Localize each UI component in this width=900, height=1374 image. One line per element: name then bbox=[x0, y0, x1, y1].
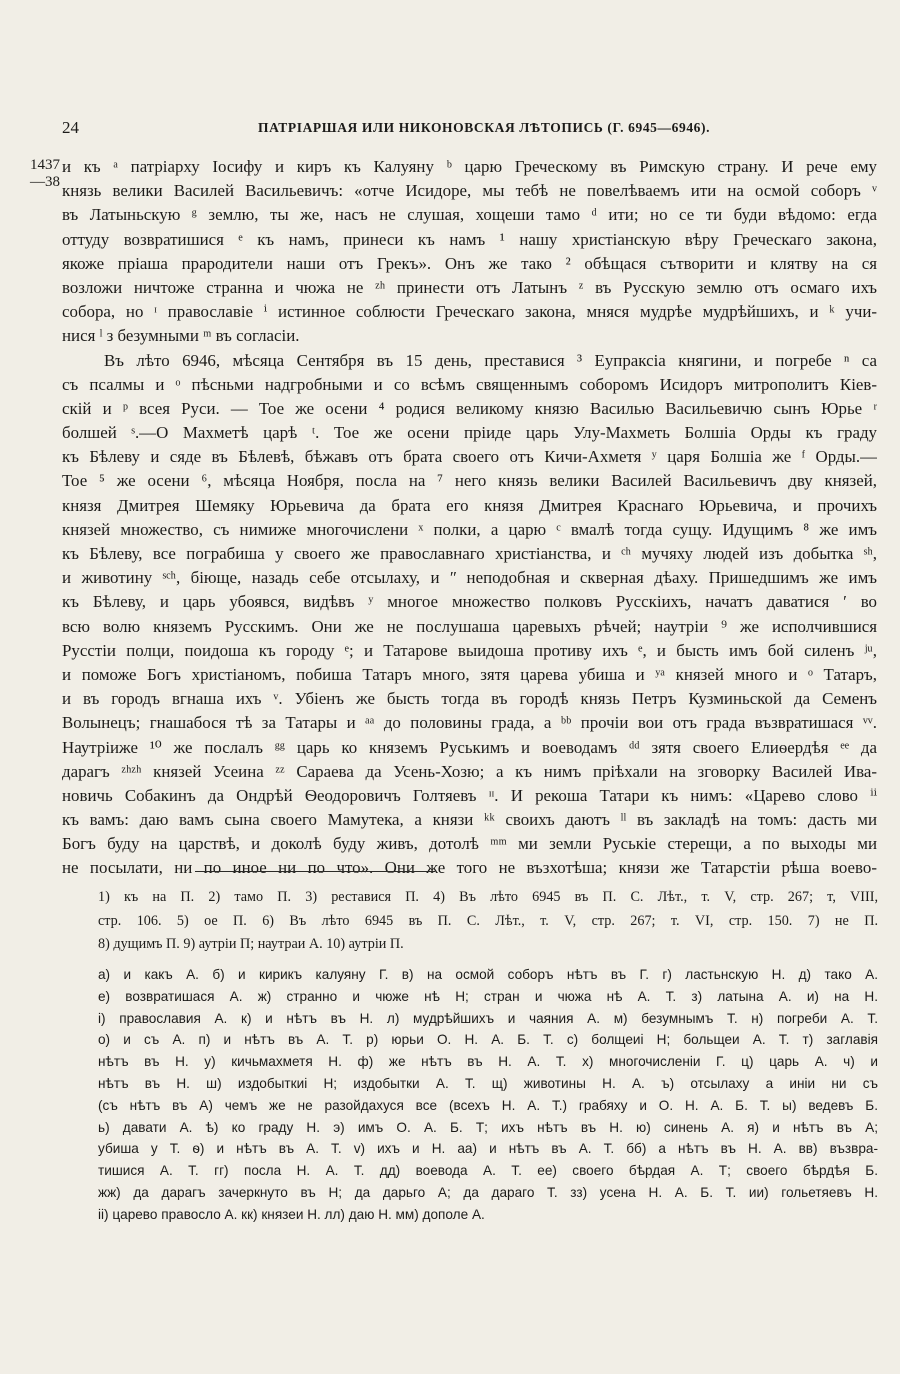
text-line: Въ лѣто 6946, мѣсяца Сентября въ 15 день, преставися ³ Еупраксіа княгини, и погребе ⁿ са bbox=[104, 350, 877, 370]
text-line: всю волю княземъ Русскимъ. Они же не послушаша царевыхъ рѣчей; наутріи ⁹ же исполчившися bbox=[62, 616, 877, 636]
text-line: новичь Собакинъ да Ондрѣй Ѳеодоровичъ Голтяевъ ᶦᶦ. И рекоша Татари къ нимъ: «Царево слово ⁱⁱ bbox=[62, 785, 877, 805]
text-line: Русстіи полци, поидоша къ городу ᵉ; и Татарове выидоша противу ихъ ᵉ, и бысть имъ бой силенъ ʲᵘ, bbox=[62, 640, 877, 660]
margin-year-line: 1437 bbox=[30, 157, 60, 173]
variant-line: і) православия А. к) и нѣтъ въ Н. л) мудрѣйшихъ и чаяния А. м) безумнымъ Т. н) погреби А. Т. bbox=[98, 1010, 878, 1026]
text-line: Богъ буду на царствѣ, и доколѣ буду живъ, дотолѣ ᵐᵐ ми земли Руськіе стерещи, а по выходы ми bbox=[62, 834, 877, 854]
footnote-line: 8) дущимъ П. 9) аутріи П; наутраи А. 10) аутріи П. bbox=[98, 936, 404, 952]
variant-line: тишися А. Т. гг) посла Н. А. Т. дд) воевода А. Т. ее) своего бѣрдая А. Т; своего бѣрдѣя Б. bbox=[98, 1163, 878, 1179]
text-line: не посылати, ни по иное ни по что». Они же того не възхотѣша; князи же Татарстіи рѣша воево- bbox=[62, 858, 877, 878]
variant-line: а) и какъ А. б) и кирикъ калуяну Г. в) на осмой соборъ нѣтъ въ Г. г) ластьнскую Н. д) тако А. bbox=[98, 967, 878, 982]
text-line: и поможе Богъ христіаномъ, побиша Татаръ много, зятя царева убиша и ʸᵃ князей много и ᵒ Татаръ, bbox=[62, 664, 877, 684]
footnote-line: стр. 106. 5) ое П. 6) Въ лѣто 6945 въ П. С. Лѣт., т. V, стр. 267; т. VI, стр. 150. 7) не П. bbox=[98, 912, 878, 929]
footnote-divider bbox=[195, 871, 435, 872]
text-line: дарагъ ᶻʰᶻʰ князей Усеина ᶻᶻ Сараева да Усень-Хозю; а къ нимъ пріѣхали на зговорку Василей Ива- bbox=[62, 761, 877, 781]
numbered-footnotes bbox=[98, 886, 878, 957]
footnote-line: 1) къ на П. 2) тамо П. 3) реставися П. 4) Въ лѣто 6945 въ П. С. Лѣт., т. V, стр. 267; т, VIII, bbox=[98, 889, 878, 905]
variant-line: (съ нѣтъ въ А) чемъ же не разойдахуся все (всехъ Н. А. Т.) грабяху и О. Н. А. Б. Т. ы) ведевъ Б. bbox=[98, 1097, 878, 1113]
text-line: съ псалмы и ᵒ пѣсньми надгробными и со всѣмъ священнымъ соборомъ Исидоръ митрополитъ Кіев- bbox=[62, 374, 877, 394]
text-line: якоже пріаша прародители наши отъ Грекъ». Онъ же тако ² обѣщася сътворити и клятву на ся bbox=[62, 253, 877, 273]
text-line: Тое ⁵ же осени ⁶, мѣсяца Ноября, посла на ⁷ него князь велики Василей Васильевичъ дву князей, bbox=[62, 471, 877, 491]
variant-line: о) и съ А. п) и нѣтъ въ А. Т. р) юрьи О. Н. А. Б. Т. с) болщеиі Н; больщеи А. Т. т) заглавія bbox=[98, 1032, 878, 1048]
variant-line: жж) да дарагъ зачеркнуто въ Н; да дарьго А; да дараго Т. зз) усена Н. А. Б. Т. ии) гольетяевъ Н. bbox=[98, 1184, 878, 1200]
text-line: Волынецъ; гнашабося тѣ за Татары и ᵃᵃ до половины града, а ᵇᵇ прочіи вои отъ града възвратишася ᵛᵛ. bbox=[62, 713, 877, 733]
text-line: и къ ᵃ патріарху Іосифу и киръ къ Калуяну ᵇ царю Греческому въ Римскую страну. И рече ему bbox=[62, 157, 877, 176]
text-line: къ Бѣлеву, все пограбиша у своего же православнаго христіанства, и ᶜʰ мучяху людей изъ добытка ˢʰ, bbox=[62, 544, 877, 563]
page-number: 24 bbox=[62, 118, 79, 137]
margin-year bbox=[30, 157, 66, 191]
variant-line: ь) давати А. ѣ) ко граду Н. э) имъ О. А. Б. Т; ихъ нѣтъ въ Н. ю) синень А. я) и нѣтъ въ А; bbox=[98, 1119, 878, 1135]
variant-line: іі) царево правосло А. кк) князеи Н. лл) даю Н. мм) дополе А. bbox=[98, 1206, 485, 1222]
text-line: скій и ᵖ всея Руси. — Тое же осени ⁴ родися великому князю Василью Васильевичю сынъ Юрье ʳ bbox=[62, 398, 877, 418]
variant-line: е) возвратишася А. ж) странно и чюже нѣ Н; стран и чюжа нѣ А. Т. з) латына А. и) на Н. bbox=[98, 988, 878, 1004]
margin-year-line: —38 bbox=[30, 174, 60, 190]
text-line: князей множество, съ нимиже многочислени ˣ полки, а царю ᶜ вмалѣ тогда сущу. Идущимъ ⁸ же имъ bbox=[62, 519, 877, 539]
variant-line: нѣтъ въ Н. у) кичьмахметя Н. ф) же нѣтъ въ Н. А. Т. х) многочисленіи Г. ц) царь А. ч) и bbox=[98, 1054, 878, 1070]
text-line: князь велики Василей Васильевичъ: «отче Исидоре, мы тебѣ не повелѣваемъ ити на осмой соборъ ᵛ bbox=[62, 181, 877, 201]
text-line: въ Латыньскую ᵍ землю, ты же, насъ не слушая, хощеши тамо ᵈ ити; но се ти буди вѣдомо: егда bbox=[62, 205, 877, 225]
chronicle-text bbox=[62, 155, 877, 881]
variant-line: убиша у Т. ѳ) и нѣтъ въ А. Т. v) ихъ и Н. аа) и нѣтъ въ А. Т. бб) а нѣтъ въ Н. А. вв) възвра- bbox=[98, 1141, 878, 1157]
text-line: собора, но ᶦ православіе ⁱ истинное соблюсти Греческаго закона, мняся мудрѣе мудрѣйшихъ, и ᵏ учи- bbox=[62, 302, 877, 322]
text-line: къ Бѣлеву и сяде въ Бѣлевѣ, бѣжавъ отъ брата своего отъ Кичи-Ахметя ʸ царя Болшіа же ᶠ Орды.— bbox=[62, 447, 877, 467]
text-line: нися ˡ з безумными ᵐ въ согласіи. bbox=[62, 326, 300, 346]
text-line: къ вамъ: даю вамъ сына своего Мамутека, а князи ᵏᵏ своихъ даютъ ˡˡ въ закладѣ на томъ: дасть ми bbox=[62, 810, 877, 830]
text-line: Наутріиже ¹⁰ же послалъ ᵍᵍ царь ко княземъ Руськимъ и воеводамъ ᵈᵈ зятя своего Елиѳердѣя ᵉᵉ да bbox=[62, 737, 877, 757]
running-title: ПАТРІАРШАЯ ИЛИ НИКОНОВСКАЯ ЛѢТОПИСЬ (Г. 6945—6946). bbox=[258, 120, 711, 135]
text-line: князя Дмитрея Шемяку Юрьевича да брата его князя Дмитрея Краснаго Юрьевича, и прочихъ bbox=[62, 495, 877, 515]
text-line: болшей ˢ.—О Махметѣ царѣ ᵗ. Тое же осени пріиде царь Улу-Махметь Болшіа Орды къ граду bbox=[62, 423, 877, 443]
text-line: возложи ничтоже странна и чюжа не ᶻʰ принести отъ Латынъ ᶻ въ Русскую землю отъ осмаго ихъ bbox=[62, 277, 877, 297]
text-line: оттуду возвратишися ᵉ къ намъ, принеси къ намъ ¹ нашу христіанскую вѣру Греческаго закона, bbox=[62, 229, 877, 249]
variant-line: нѣтъ въ Н. ш) издобыткиі Н; издобытки А. Т. щ) животины Н. А. ъ) отсылаху а иніи ни съ bbox=[98, 1075, 878, 1091]
page-header bbox=[0, 118, 900, 140]
text-line: къ Бѣлеву, и царь убоявся, видѣвъ ʸ многое множество полковъ Русскіихъ, начатъ даватися ʹ во bbox=[62, 592, 877, 612]
text-line: и животину ˢᶜʰ, біюще, назадь себе отсылаху, и ʺ неподобная и скверная дѣаху. Пришедшимъ же имъ bbox=[62, 568, 877, 588]
text-line: и въ городъ вгнаша ихъ ᵛ. Убіенъ же бысть тогда въ городѣ князь Петръ Кузминьской да Семенъ bbox=[62, 689, 877, 709]
variant-footnotes bbox=[98, 964, 878, 1226]
